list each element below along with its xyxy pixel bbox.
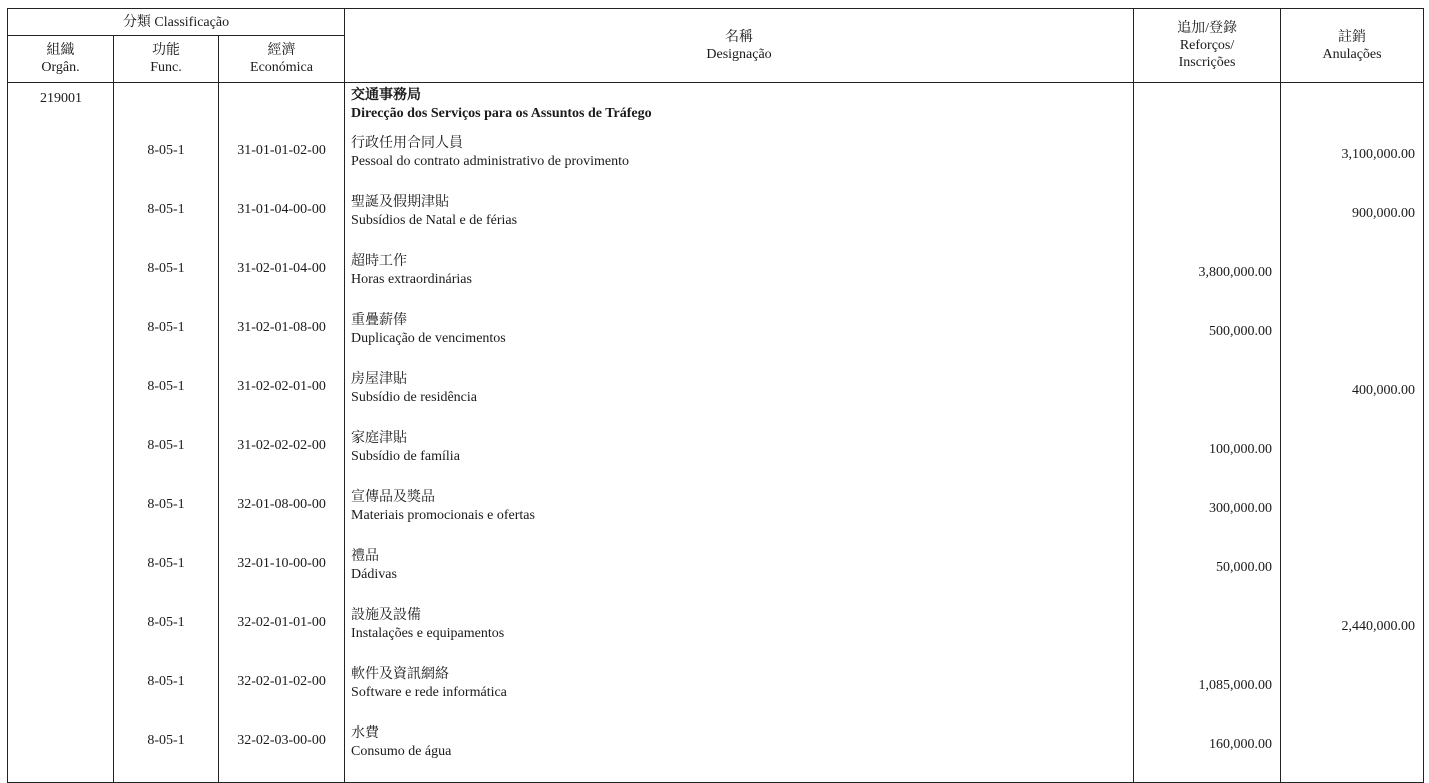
designation-pt: Subsídio de família	[351, 449, 460, 464]
cancellation-amount	[1281, 251, 1424, 310]
cancellation-amount	[1281, 310, 1424, 369]
organ-cell	[8, 487, 114, 546]
func-code: 8-05-1	[114, 723, 219, 783]
designation	[345, 428, 1134, 487]
reinforcements-header-pt2: Inscrições	[1178, 55, 1236, 70]
reinforcement-amount: 160,000.00	[1134, 723, 1281, 783]
table-row	[8, 546, 1424, 605]
econ-code: 31-01-01-02-00	[219, 133, 345, 192]
econ-code: 31-01-04-00-00	[219, 192, 345, 251]
designation-zh: 聖誕及假期津貼	[351, 195, 450, 210]
designation-pt: Horas extraordinárias	[351, 272, 472, 287]
table-row	[8, 310, 1424, 369]
table-row	[8, 723, 1424, 783]
econ-code: 31-02-01-04-00	[219, 251, 345, 310]
designation-zh: 家庭津貼	[351, 431, 408, 446]
agency-econ-cell	[219, 83, 345, 134]
agency-func-cell	[114, 83, 219, 134]
func-code: 8-05-1	[114, 605, 219, 664]
table-row	[8, 428, 1424, 487]
designation-zh: 禮品	[351, 549, 380, 564]
designation	[345, 251, 1134, 310]
func-code: 8-05-1	[114, 310, 219, 369]
agency-reinforcement-cell	[1134, 83, 1281, 134]
cancellation-amount: 2,440,000.00	[1281, 605, 1424, 664]
designation	[345, 723, 1134, 783]
reinforcement-amount	[1134, 192, 1281, 251]
designation-zh: 設施及設備	[351, 608, 422, 623]
table-row	[8, 664, 1424, 723]
table-row	[8, 605, 1424, 664]
agency-name	[345, 83, 1134, 134]
cancellation-amount	[1281, 487, 1424, 546]
cancellations-header-zh: 註銷	[1338, 29, 1367, 45]
designation-pt: Consumo de água	[351, 744, 452, 759]
econ-code: 32-02-01-02-00	[219, 664, 345, 723]
econ-code: 32-01-10-00-00	[219, 546, 345, 605]
designation	[345, 133, 1134, 192]
designation-zh: 宣傳品及獎品	[351, 490, 436, 505]
econ-code: 31-02-02-01-00	[219, 369, 345, 428]
func-header-zh: 功能	[152, 43, 180, 58]
cancellations-header-pt: Anulações	[1322, 46, 1382, 62]
econ-code: 31-02-01-08-00	[219, 310, 345, 369]
agency-name-zh: 交通事務局	[351, 88, 422, 103]
designation	[345, 664, 1134, 723]
designation-zh: 重疊薪俸	[351, 313, 408, 328]
cancellation-amount	[1281, 723, 1424, 783]
designation	[345, 605, 1134, 664]
cancellation-amount	[1281, 546, 1424, 605]
table-row	[8, 192, 1424, 251]
organ-cell	[8, 133, 114, 192]
designation-zh: 房屋津貼	[351, 372, 408, 387]
designation	[345, 546, 1134, 605]
organ-cell	[8, 251, 114, 310]
econ-header-pt: Económica	[250, 60, 313, 75]
func-header-pt: Func.	[150, 60, 182, 75]
organ-header-pt: Orgân.	[41, 60, 80, 75]
classification-header: 分類 Classificação	[8, 9, 345, 36]
designation	[345, 310, 1134, 369]
econ-header	[219, 36, 345, 83]
table-row	[8, 133, 1424, 192]
organ-header-zh: 組織	[46, 43, 75, 58]
organ-cell	[8, 310, 114, 369]
agency-row	[8, 83, 1424, 134]
reinforcements-header-zh: 追加/登錄	[1177, 21, 1237, 36]
cancellation-amount: 400,000.00	[1281, 369, 1424, 428]
budget-table	[7, 8, 1424, 783]
designation-header	[345, 9, 1134, 83]
econ-header-zh: 經濟	[267, 43, 296, 58]
cancellation-amount	[1281, 428, 1424, 487]
table-row	[8, 369, 1424, 428]
func-code: 8-05-1	[114, 192, 219, 251]
func-code: 8-05-1	[114, 133, 219, 192]
designation-pt: Dádivas	[351, 567, 397, 582]
organ-cell	[8, 192, 114, 251]
organ-cell	[8, 723, 114, 783]
designation	[345, 487, 1134, 546]
organ-header	[8, 36, 114, 83]
designation-pt: Software e rede informática	[351, 685, 507, 700]
func-code: 8-05-1	[114, 251, 219, 310]
cancellation-amount: 900,000.00	[1281, 192, 1424, 251]
designation-pt: Duplicação de vencimentos	[351, 331, 506, 346]
designation	[345, 369, 1134, 428]
func-code: 8-05-1	[114, 546, 219, 605]
reinforcements-header-pt1: Reforços/	[1179, 38, 1235, 53]
reinforcement-amount: 1,085,000.00	[1134, 664, 1281, 723]
func-code: 8-05-1	[114, 369, 219, 428]
agency-code: 219001	[8, 83, 114, 134]
designation-zh: 行政任用合同人員	[351, 136, 464, 151]
cancellation-amount	[1281, 664, 1424, 723]
econ-code: 31-02-02-02-00	[219, 428, 345, 487]
designation	[345, 192, 1134, 251]
agency-name-pt: Direcção dos Serviços para os Assuntos de Tráfego	[351, 106, 652, 121]
econ-code: 32-02-01-01-00	[219, 605, 345, 664]
designation-pt: Materiais promocionais e ofertas	[351, 508, 535, 523]
organ-cell	[8, 546, 114, 605]
designation-pt: Pessoal do contrato administrativo de provimento	[351, 154, 630, 169]
agency-cancellation-cell	[1281, 83, 1424, 134]
designation-pt: Subsídios de Natal e de férias	[351, 213, 518, 228]
func-header	[114, 36, 219, 83]
designation-zh: 軟件及資訊網絡	[351, 667, 450, 682]
reinforcement-amount: 100,000.00	[1134, 428, 1281, 487]
designation-header-zh: 名稱	[725, 29, 754, 45]
func-code: 8-05-1	[114, 428, 219, 487]
reinforcement-amount: 50,000.00	[1134, 546, 1281, 605]
reinforcement-amount	[1134, 133, 1281, 192]
designation-zh: 水費	[351, 726, 380, 741]
designation-zh: 超時工作	[351, 254, 408, 269]
designation-pt: Subsídio de residência	[351, 390, 478, 405]
reinforcement-amount	[1134, 605, 1281, 664]
organ-cell	[8, 664, 114, 723]
func-code: 8-05-1	[114, 487, 219, 546]
func-code: 8-05-1	[114, 664, 219, 723]
cancellations-header	[1281, 9, 1424, 83]
table-row	[8, 251, 1424, 310]
econ-code: 32-02-03-00-00	[219, 723, 345, 783]
reinforcement-amount: 500,000.00	[1134, 310, 1281, 369]
designation-header-pt: Designação	[706, 46, 772, 62]
cancellation-amount: 3,100,000.00	[1281, 133, 1424, 192]
table-row	[8, 487, 1424, 546]
designation-pt: Instalações e equipamentos	[351, 626, 505, 641]
reinforcements-header	[1134, 9, 1281, 83]
reinforcement-amount	[1134, 369, 1281, 428]
reinforcement-amount: 3,800,000.00	[1134, 251, 1281, 310]
reinforcement-amount: 300,000.00	[1134, 487, 1281, 546]
econ-code: 32-01-08-00-00	[219, 487, 345, 546]
organ-cell	[8, 605, 114, 664]
organ-cell	[8, 369, 114, 428]
organ-cell	[8, 428, 114, 487]
